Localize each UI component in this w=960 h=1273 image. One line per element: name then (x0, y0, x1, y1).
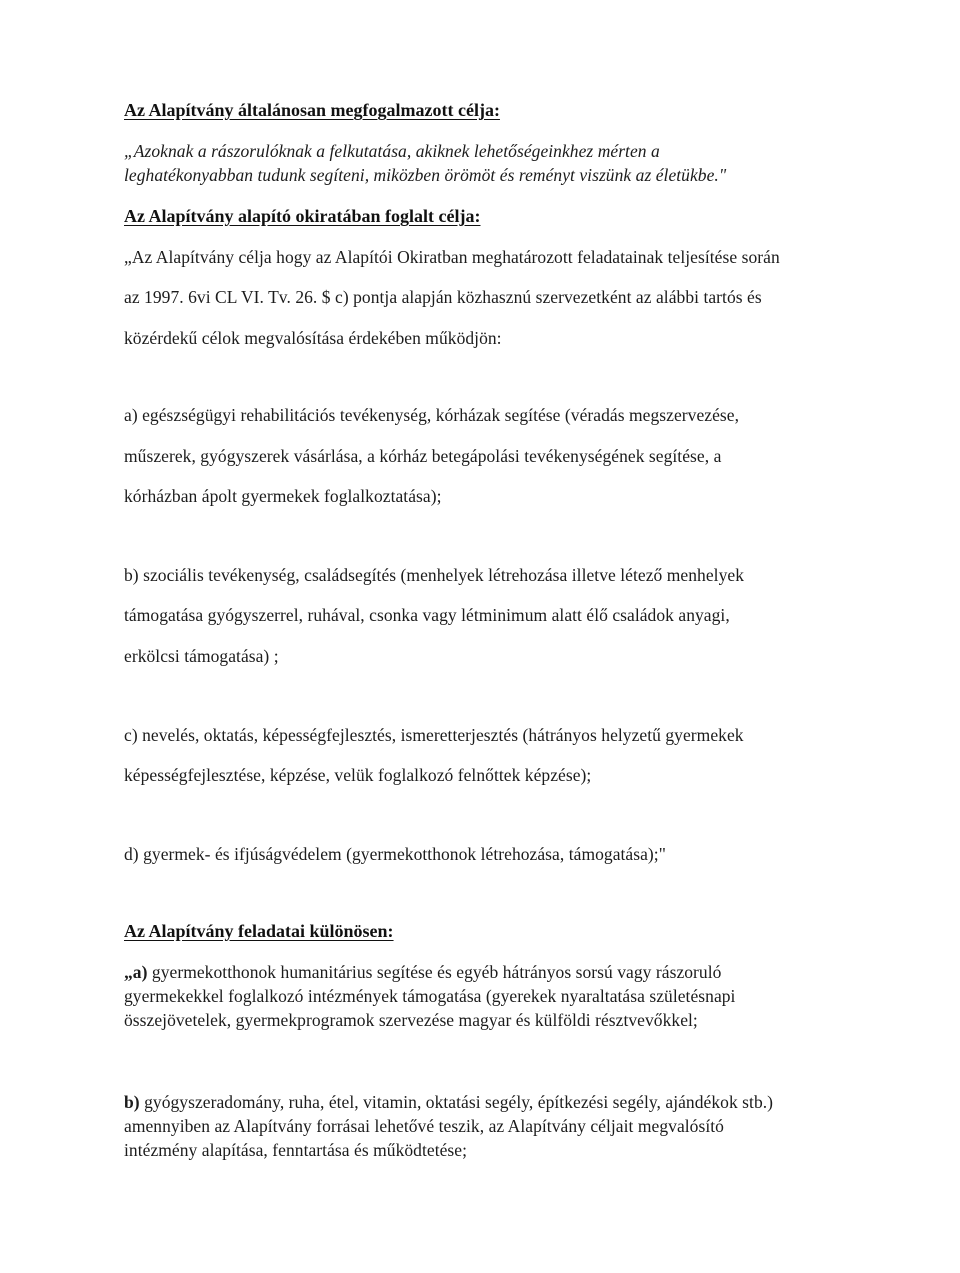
item-b-line-3: erkölcsi támogatása) ; (124, 646, 279, 666)
goal-line-1: „Azoknak a rászorulóknak a felkutatása, akiknek lehetőségeinkhez mérten a (124, 141, 660, 161)
intro-line-1: „Az Alapítvány célja hogy az Alapítói Okiratban meghatározott feladatainak teljesítése során (124, 247, 780, 267)
task-a-line-3: összejövetelek, gyermekprogramok szervezése magyar és külföldi résztvevőkkel; (124, 1010, 698, 1030)
item-a-line-2: műszerek, gyógyszerek vásárlása, a kórház betegápolási tevékenységének segítése, a (124, 446, 722, 466)
task-a-first-line: gyermekotthonok humanitárius segítése és egyéb hátrányos sorsú vagy rászoruló (147, 962, 722, 982)
task-a-prefix: „a) (124, 962, 148, 982)
item-c-line-2: képességfejlesztése, képzése, velük foglalkozó felnőttek képzése); (124, 765, 592, 785)
task-a-line-2: gyermekekkel foglalkozó intézmények támogatása (gyerekek nyaraltatása születésnapi (124, 986, 736, 1006)
task-a-line-1 (124, 962, 721, 983)
item-b-line-1: b) szociális tevékenység, családsegítés (menhelyek létrehozása illetve létező menhelyek (124, 565, 744, 585)
task-b-line-1 (124, 1092, 773, 1113)
founding-goal-heading: Az Alapítvány alapító okiratában foglalt célja: (124, 206, 481, 226)
task-b-prefix: b) (124, 1092, 140, 1112)
item-b-line-2: támogatása gyógyszerrel, ruhával, csonka vagy létminimum alatt élő családok anyagi, (124, 605, 730, 625)
goal-line-2: leghatékonyabban tudunk segíteni, miközben örömöt és reményt viszünk az életükbe." (124, 165, 727, 185)
intro-line-3: közérdekű célok megvalósítása érdekében működjön: (124, 328, 502, 348)
intro-line-2: az 1997. 6vi CL VI. Tv. 26. $ c) pontja alapján közhasznú szervezetként az alábbi tartós és (124, 287, 762, 307)
general-goal-heading: Az Alapítvány általánosan megfogalmazott célja: (124, 100, 500, 120)
task-b-line-2: amennyiben az Alapítvány forrásai lehetővé teszik, az Alapítvány céljait megvalósító (124, 1116, 724, 1136)
item-a-line-1: a) egészségügyi rehabilitációs tevékenység, kórházak segítése (véradás megszervezése, (124, 405, 740, 425)
task-b-line-3: intézmény alapítása, fenntartása és működtetése; (124, 1140, 468, 1160)
item-a-line-3: kórházban ápolt gyermekek foglalkoztatása); (124, 486, 442, 506)
task-b-first-line: gyógyszeradomány, ruha, étel, vitamin, oktatási segély, építkezési segély, ajándékok stb.) (139, 1092, 774, 1112)
item-d-line-1: d) gyermek- és ifjúságvédelem (gyermekotthonok létrehozása, támogatása);" (124, 844, 666, 864)
tasks-heading: Az Alapítvány feladatai különösen: (124, 921, 394, 941)
item-c-line-1: c) nevelés, oktatás, képességfejlesztés, ismeretterjesztés (hátrányos helyzetű gyermekek (124, 725, 744, 745)
